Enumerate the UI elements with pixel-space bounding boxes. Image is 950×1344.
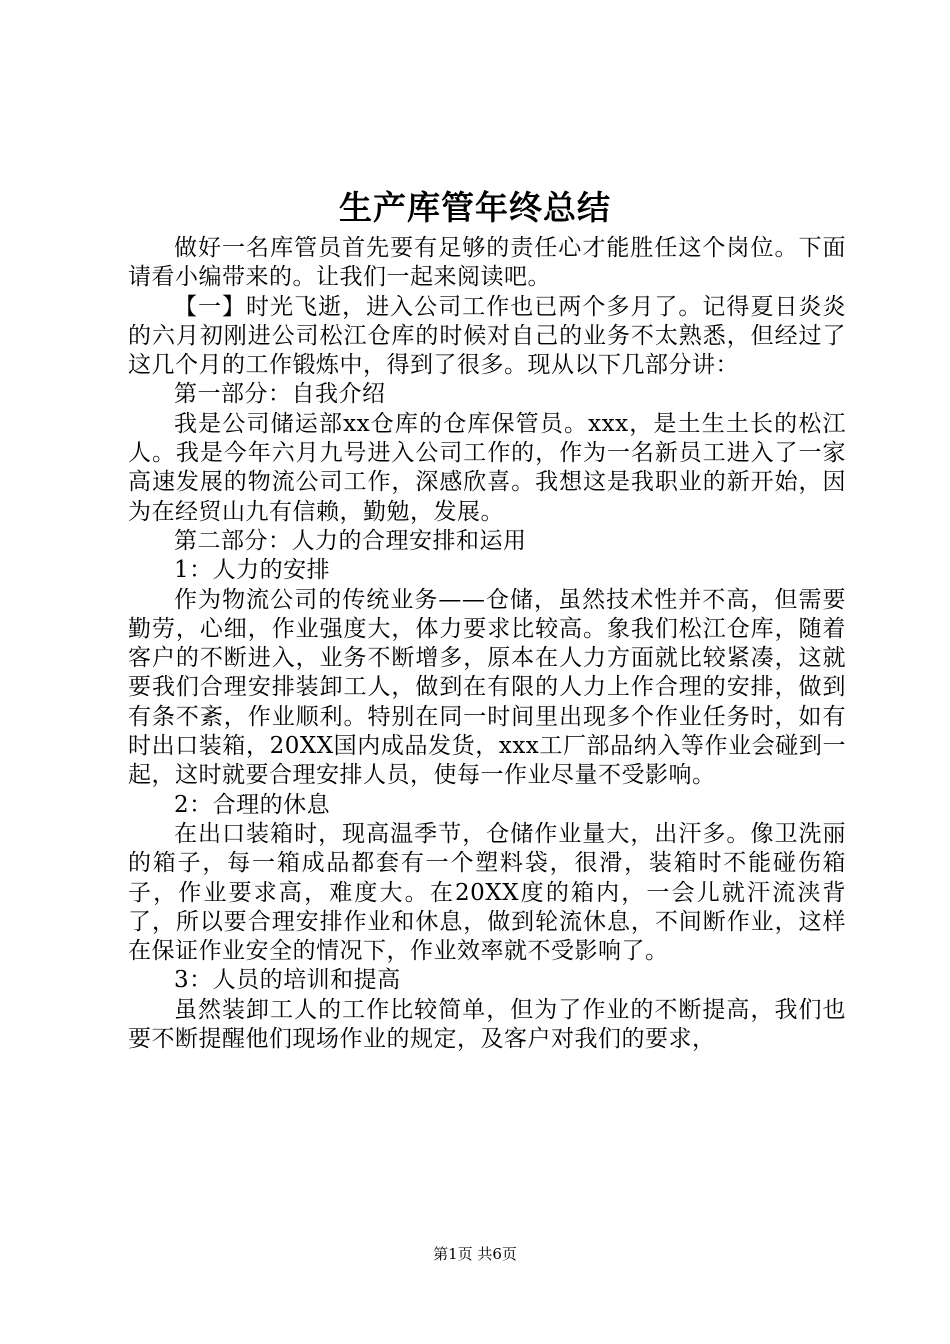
paragraph-self-intro: 我是公司储运部xx仓库的仓库保管员。xxx，是土生土长的松江人。我是今年六月九号进入公司工作的，作为一名新员工进入了一家高速发展的物流公司工作，深感欣喜。我想这是我职业的新开始，因为在经贸山九有信赖，勤勉，发展。 bbox=[128, 410, 846, 525]
document-title: 生产库管年终总结 bbox=[339, 188, 611, 227]
heading-part-one: 第一部分：自我介绍 bbox=[174, 381, 386, 408]
paragraph-section-one: 【一】时光飞逝，进入公司工作也已两个多月了。记得夏日炎炎的六月初刚进公司松江仓库的时候对自己的业务不太熟悉，但经过了这几个月的工作锻炼中，得到了很多。现从以下几部分讲： bbox=[128, 293, 846, 379]
paragraph-intro: 做好一名库管员首先要有足够的责任心才能胜任这个岗位。下面请看小编带来的。让我们一起来阅读吧。 bbox=[128, 235, 846, 291]
heading-part-two: 第二部分：人力的合理安排和运用 bbox=[174, 527, 527, 554]
subheading-rest: 2：合理的休息 bbox=[174, 791, 331, 818]
subheading-training: 3：人员的培训和提高 bbox=[174, 967, 401, 994]
subheading-manpower: 1：人力的安排 bbox=[174, 557, 331, 584]
page-footer: 第1页 共6页 bbox=[433, 1245, 517, 1263]
paragraph-training: 虽然装卸工人的工作比较简单，但为了作业的不断提高，我们也要不断提醒他们现场作业的规定，及客户对我们的要求， bbox=[128, 996, 846, 1053]
paragraph-rest: 在出口装箱时，现高温季节，仓储作业量大，出汗多。像卫洗丽的箱子，每一箱成品都套有一个塑料袋，很滑，装箱时不能碰伤箱子，作业要求高，难度大。在20XX度的箱内，一会儿就汗流浃背了，所以要合理安排作业和休息，做到轮流休息，不间断作业，这样在保证作业安全的情况下，作业效率就不受影响了。 bbox=[128, 820, 846, 965]
document-body bbox=[128, 234, 846, 1054]
paragraph-manpower: 作为物流公司的传统业务——仓储，虽然技术性并不高，但需要勤劳，心细，作业强度大，体力要求比较高。象我们松江仓库，随着客户的不断进入，业务不断增多，原本在人力方面就比较紧凑，这就要我们合理安排装卸工人，做到在有限的人力上作合理的安排，做到有条不紊，作业顺利。特别在同一时间里出现多个作业任务时，如有时出口装箱，20XX国内成品发货，xxx工厂部品纳入等作业会碰到一起，这时就要合理安排人员，使每一作业尽量不受影响。 bbox=[128, 586, 846, 789]
